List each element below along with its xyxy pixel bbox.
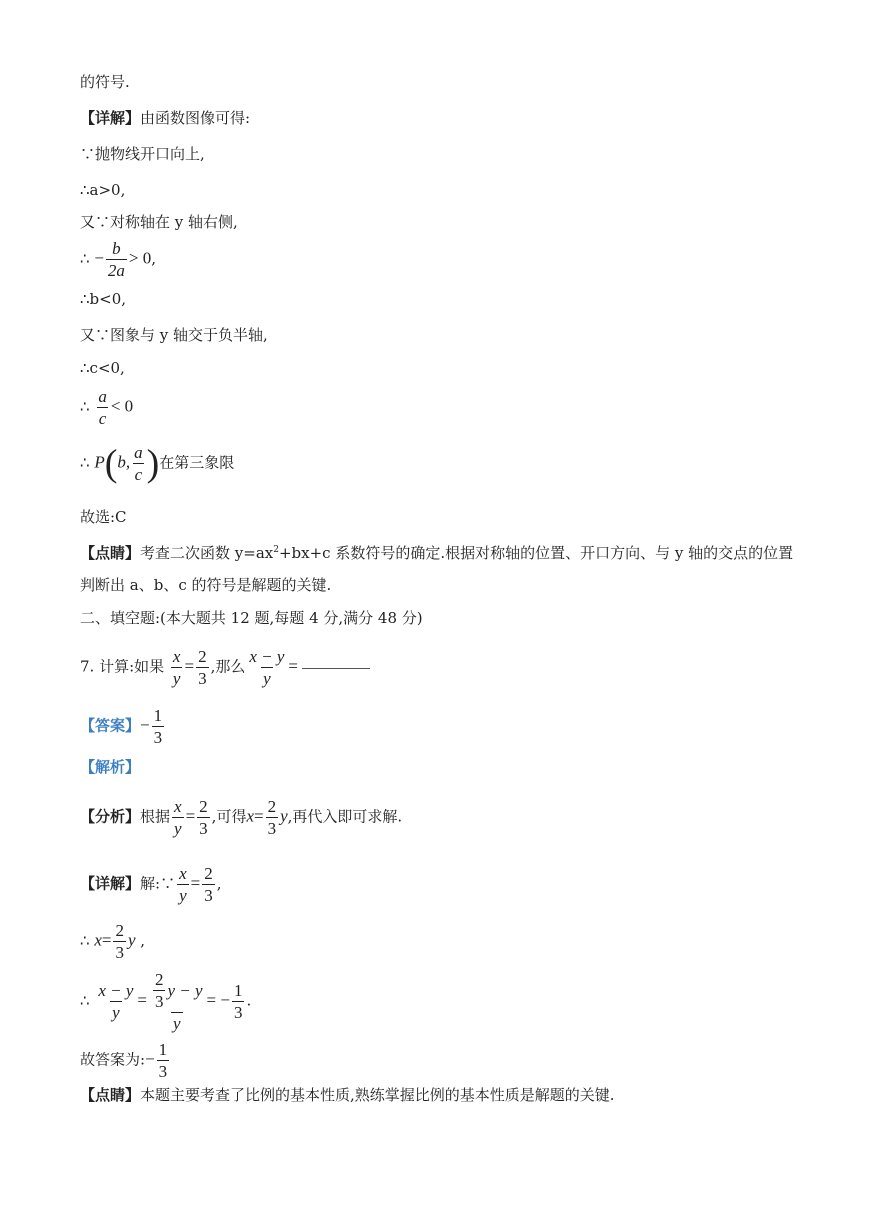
text-line: 的符号.	[80, 73, 130, 91]
answer-blank	[302, 667, 370, 669]
text-line: ∴c<0,	[80, 359, 125, 377]
math-line: ∴ − $\frac{b}{2a}$ > 0,	[80, 239, 157, 280]
fraction: $\frac{2}{3}$	[199, 797, 208, 838]
analysis-tag: 【解析】	[80, 758, 141, 776]
text-line: ∴b<0,	[80, 290, 127, 308]
math-line: ∴ $\frac{a}{c}$ < 0	[80, 387, 134, 428]
math-line: ∴ $\frac{x - y}{y}$ = $\frac{2}{3}$ y − y y = − $\frac{1}{3}$ .	[80, 970, 252, 1033]
text-line: 又∵对称轴在 y 轴右侧,	[80, 213, 238, 231]
fraction: $\frac{2}{3}$	[204, 864, 213, 905]
fraction: $\frac{x}{y}$	[174, 797, 182, 838]
math-line: ∴ P(b, $\frac{a}{c}$ )在第三象限	[80, 442, 235, 485]
fraction: $\frac{2}{3}$	[198, 647, 207, 688]
text-line: ∴a>0,	[80, 181, 126, 199]
fraction: $\frac{2}{3}$	[115, 921, 124, 962]
final-answer-line: 故答案为:− $\frac{1}{3}$	[80, 1040, 168, 1081]
text-line: ∵抛物线开口向上,	[80, 145, 205, 163]
analysis-line: 【分析】根据 $\frac{x}{y}$ = $\frac{2}{3}$ ,可得x= $\frac{2}{3}$ y,再代入即可求解.	[80, 797, 403, 838]
fraction: $\frac{a}{c}$	[134, 443, 143, 484]
answer-tag: 【答案】	[80, 716, 141, 735]
fraction: $\frac{1}{3}$	[158, 1040, 168, 1081]
fraction: $\frac{x - y}{y}$	[249, 647, 285, 688]
fraction: $\frac{x}{y}$	[172, 647, 181, 688]
detail-tag: 【详解】	[80, 109, 141, 127]
text-line: 判断出 a、b、c 的符号是解题的关键.	[80, 576, 332, 594]
fraction: $\frac{2}{3}$	[267, 797, 277, 838]
compound-fraction: $\frac{2}{3}$ y − y y	[154, 970, 203, 1033]
detail-line: 【详解】解:∵ $\frac{x}{y}$ = $\frac{2}{3}$ ,	[80, 864, 222, 905]
fraction: $\frac{b}{2a}$	[107, 239, 125, 280]
fraction: $\frac{1}{3}$	[153, 706, 163, 747]
detail-line: 【详解】由函数图像可得:	[80, 109, 251, 127]
fraction: $\frac{x - y}{y}$	[98, 981, 134, 1022]
fraction: $\frac{x}{y}$	[179, 864, 187, 905]
question-7: 7. 计算:如果 $\frac{x}{y}$ = $\frac{2}{3}$ ,那么 $\frac{x - y}{y}$ =	[80, 647, 370, 688]
fraction: $\frac{a}{c}$	[98, 387, 107, 428]
point-line: 【点睛】本题主要考查了比例的基本性质,熟练掌握比例的基本性质是解题的关键.	[80, 1086, 615, 1104]
fraction: $\frac{1}{3}$	[233, 981, 243, 1022]
section-heading: 二、填空题:(本大题共 12 题,每题 4 分,满分 48 分)	[80, 609, 423, 627]
math-line: ∴ x= $\frac{2}{3}$ y ,	[80, 921, 146, 962]
text-line: 故选:C	[80, 508, 127, 526]
point-line: 【点睛】考查二次函数 $y=ax^2+bx+c$ 系数符号的确定.根据对称轴的位置、开口方向、与 y 轴的交点的位置	[80, 544, 794, 562]
answer-line: 【答案】− $\frac{1}{3}$	[80, 706, 163, 747]
text-line: 又∵图象与 y 轴交于负半轴,	[80, 326, 268, 344]
